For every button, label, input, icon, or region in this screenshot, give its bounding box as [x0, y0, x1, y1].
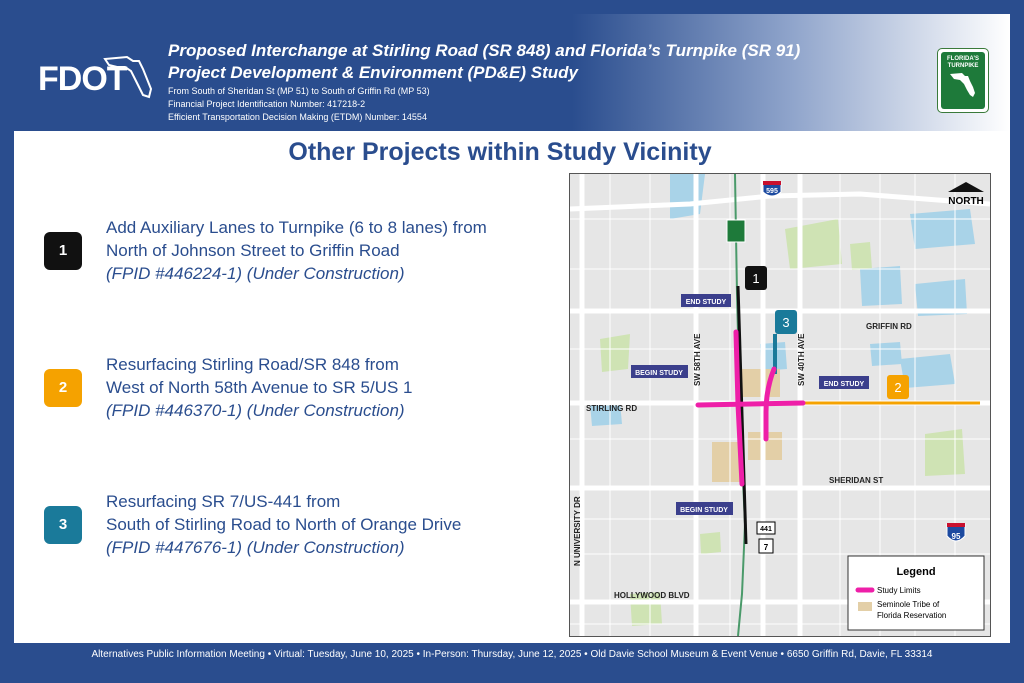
north-label: NORTH [948, 196, 984, 207]
i95-label: 95 [951, 532, 961, 541]
header-title-line1: Proposed Interchange at Stirling Road (SR 848) and Florida’s Turnpike (SR 91) [168, 41, 801, 60]
turnpike-map-badge-icon [727, 220, 745, 242]
florida-logo-icon [103, 53, 155, 99]
svg-text:BEGIN STUDY: BEGIN STUDY [635, 370, 683, 377]
header-title-line2: Project Development & Environment (PD&E) Study [168, 63, 578, 82]
begin-study-callout-turnpike [676, 502, 733, 515]
turnpike-badge-line2: TURNPIKE [947, 63, 979, 69]
svg-text:1: 1 [752, 271, 760, 286]
i95-shield [947, 523, 965, 541]
project-1-number-badge: 1 [44, 232, 82, 270]
us441-label: 441 [760, 526, 772, 533]
project-2-number-badge: 2 [44, 369, 82, 407]
griffin-rd-label: GRIFFIN RD [866, 322, 912, 331]
header-subtitle-etdm: Efficient Transportation Decision Making (ETDM) Number: 14554 [168, 112, 427, 122]
turnpike-badge-line1: FLORIDA’S [946, 56, 979, 62]
study-vicinity-map[interactable] [569, 173, 991, 637]
map-marker-3 [775, 310, 797, 334]
section-title: Other Projects within Study Vicinity [288, 138, 712, 166]
begin-study-callout-stirling [631, 365, 688, 378]
project-1-fpid: (FPID #446224-1) (Under Construction) [106, 264, 405, 283]
project-3-line1: Resurfacing SR 7/US-441 from [106, 492, 341, 511]
legend-title: Legend [896, 566, 936, 578]
map-marker-1 [745, 266, 767, 290]
us441-shield [757, 522, 775, 534]
sr7-shield [759, 539, 773, 553]
project-1-line2: North of Johnson Street to Griffin Road [106, 241, 400, 260]
svg-text:BEGIN STUDY: BEGIN STUDY [680, 507, 728, 514]
project-2-line2: West of North 58th Avenue to SR 5/US 1 [106, 378, 413, 397]
sw-58th-ave-label: SW 58TH AVE [693, 333, 702, 386]
legend-study-limits: Study Limits [877, 586, 921, 595]
sr7-label: 7 [763, 543, 769, 552]
footer-meeting-info: Alternatives Public Information Meeting • Virtual: Tuesday, June 10, 2025 • In-Person: Thursday, June 12, 2025 • Old Davie School Museum & Event Venue • 6650 Griffin Rd, Davie, FL 33314 [91, 649, 933, 660]
map-legend [848, 556, 984, 630]
svg-text:2: 2 [894, 380, 902, 395]
legend-seminole-line2: Florida Reservation [877, 611, 947, 620]
hollywood-blvd-label: HOLLYWOOD BLVD [614, 591, 690, 600]
header-subtitle-fpid: Financial Project Identification Number: 417218-2 [168, 99, 366, 109]
project-1-line1: Add Auxiliary Lanes to Turnpike (6 to 8 lanes) from [106, 218, 487, 237]
header-subtitle-limits: From South of Sheridan St (MP 51) to South of Griffin Rd (MP 53) [168, 86, 430, 96]
project-3-number-badge: 3 [44, 506, 82, 544]
project-2-line1: Resurfacing Stirling Road/SR 848 from [106, 355, 399, 374]
i595-label: 595 [766, 188, 778, 195]
fdot-logo: FDOT [38, 60, 127, 98]
svg-text:END STUDY: END STUDY [685, 299, 727, 306]
project-3-fpid: (FPID #447676-1) (Under Construction) [106, 538, 405, 557]
n-university-dr-label: N UNIVERSITY DR [573, 496, 582, 566]
svg-text:END STUDY: END STUDY [823, 381, 865, 388]
legend-reservation-swatch [858, 602, 872, 611]
project-3-line2: South of Stirling Road to North of Orange Drive [106, 515, 462, 534]
sw-40th-ave-label: SW 40TH AVE [797, 333, 806, 386]
florida-shape-icon [948, 70, 978, 98]
sheridan-st-label: SHERIDAN ST [829, 476, 884, 485]
svg-text:3: 3 [782, 315, 790, 330]
legend-seminole-line1: Seminole Tribe of [877, 600, 940, 609]
end-study-callout-stirling [819, 376, 869, 389]
stirling-rd-label: STIRLING RD [586, 404, 638, 413]
map-marker-2 [887, 375, 909, 399]
project-2-fpid: (FPID #446370-1) (Under Construction) [106, 401, 405, 420]
end-study-callout-turnpike [681, 294, 731, 307]
turnpike-badge [937, 48, 989, 113]
i595-shield [763, 181, 781, 196]
